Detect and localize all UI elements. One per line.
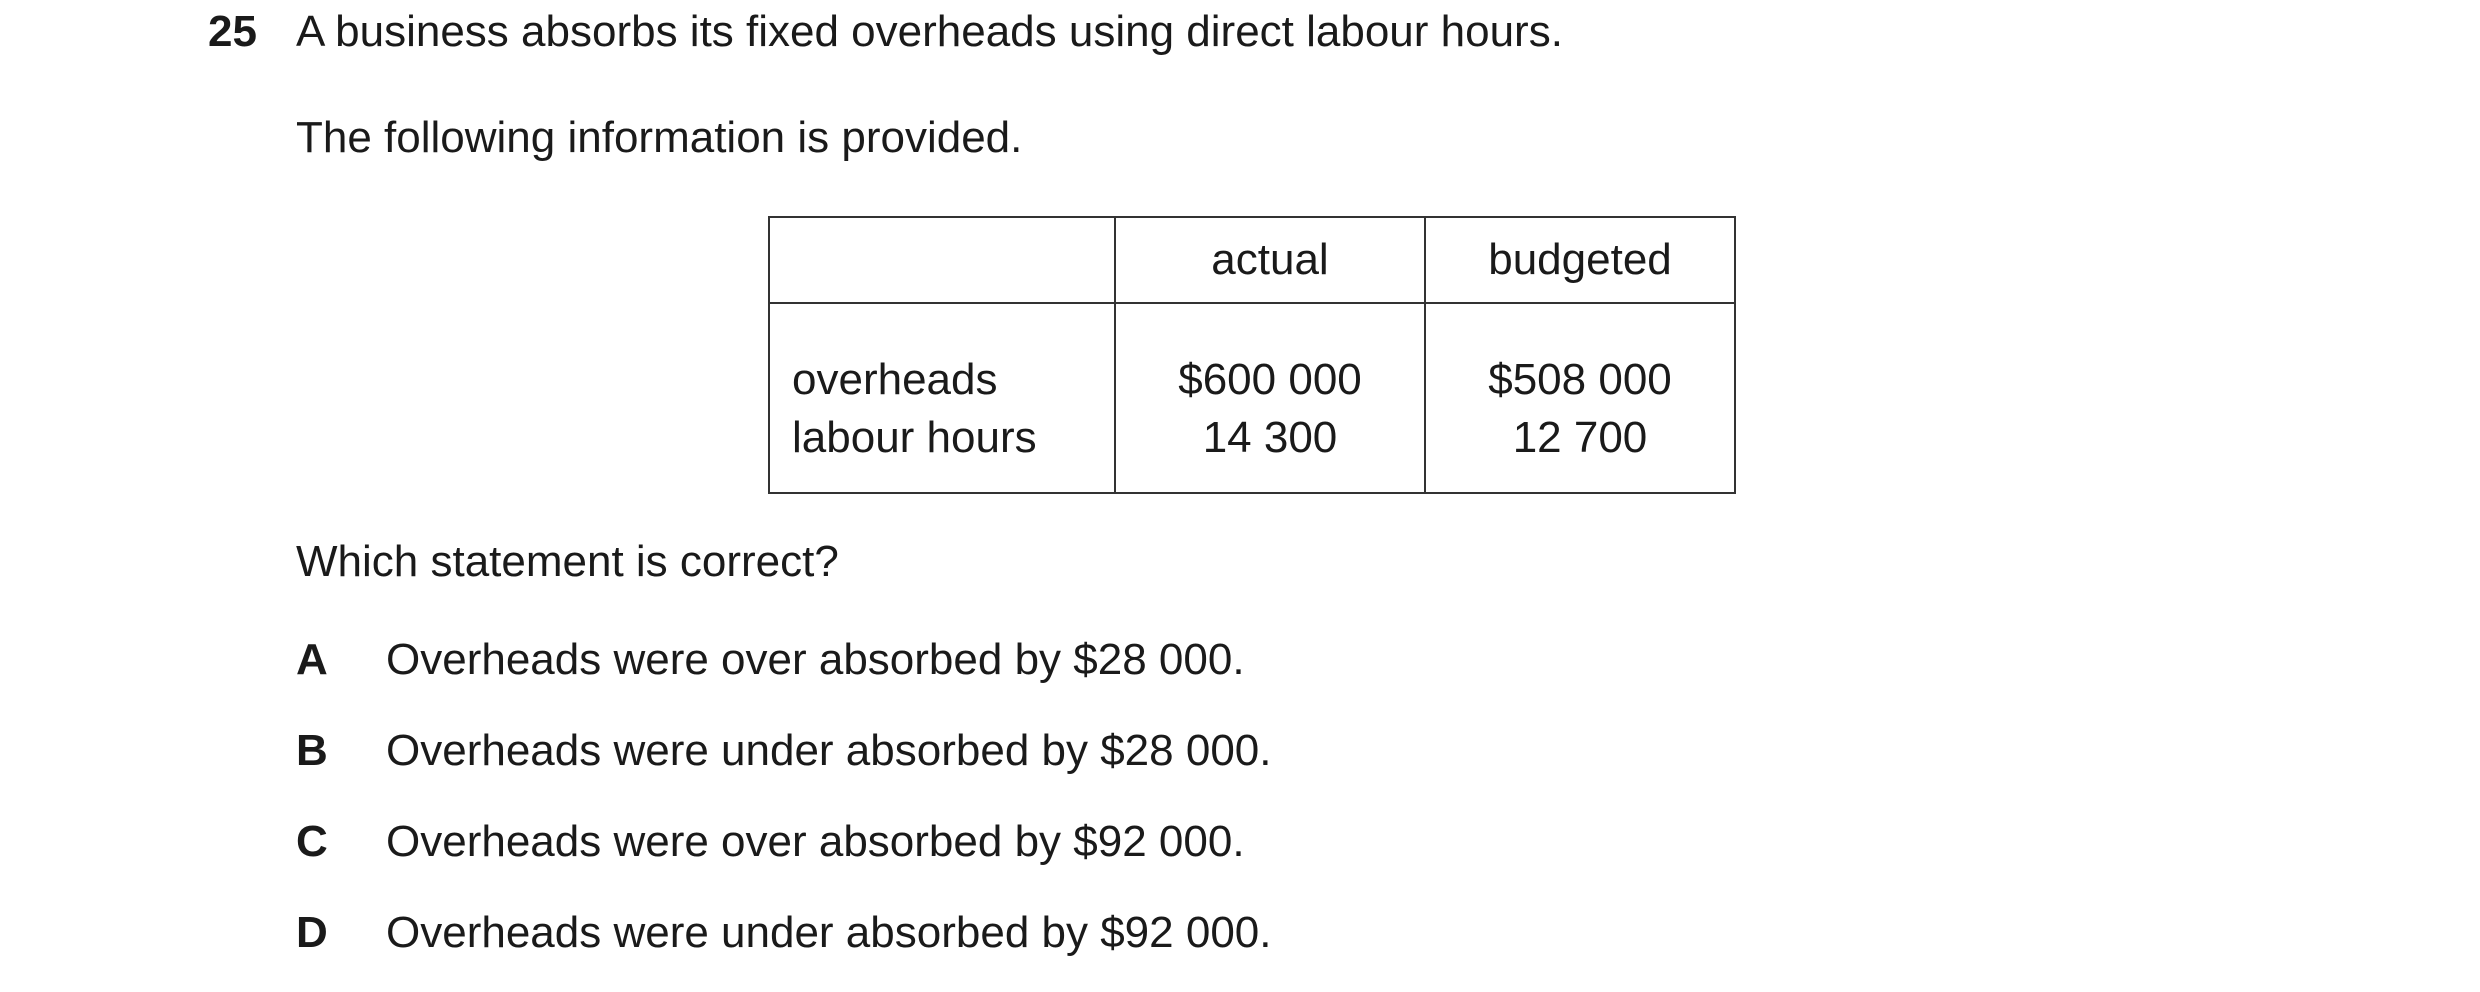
cell-overheads-budgeted: $508 000	[1425, 303, 1735, 410]
option-text: Overheads were over absorbed by $92 000.	[386, 817, 1245, 866]
option-letter: D	[296, 908, 328, 957]
question-intro: The following information is provided.	[296, 113, 1023, 162]
table-header-budgeted: budgeted	[1425, 217, 1735, 303]
option-text: Overheads were under absorbed by $92 000.	[386, 908, 1272, 957]
table-header-actual: actual	[1115, 217, 1425, 303]
information-table	[768, 216, 1736, 494]
question-stem: A business absorbs its fixed overheads using direct labour hours.	[296, 7, 1563, 56]
table-header-blank	[769, 217, 1115, 303]
option-letter: A	[296, 635, 328, 684]
option-text: Overheads were over absorbed by $28 000.	[386, 635, 1245, 684]
cell-overheads-actual: $600 000	[1115, 303, 1425, 410]
option-text: Overheads were under absorbed by $28 000.	[386, 726, 1272, 775]
cell-labour-hours-budgeted: 12 700	[1425, 410, 1735, 493]
question-number: 25	[208, 7, 257, 56]
option-letter: C	[296, 817, 328, 866]
table-row	[769, 303, 1735, 410]
row-label-labour-hours: labour hours	[769, 410, 1115, 493]
cell-labour-hours-actual: 14 300	[1115, 410, 1425, 493]
table-row	[769, 410, 1735, 493]
table-header-row	[769, 217, 1735, 303]
row-label-overheads: overheads	[769, 303, 1115, 410]
option-letter: B	[296, 726, 328, 775]
question-prompt: Which statement is correct?	[296, 537, 839, 586]
